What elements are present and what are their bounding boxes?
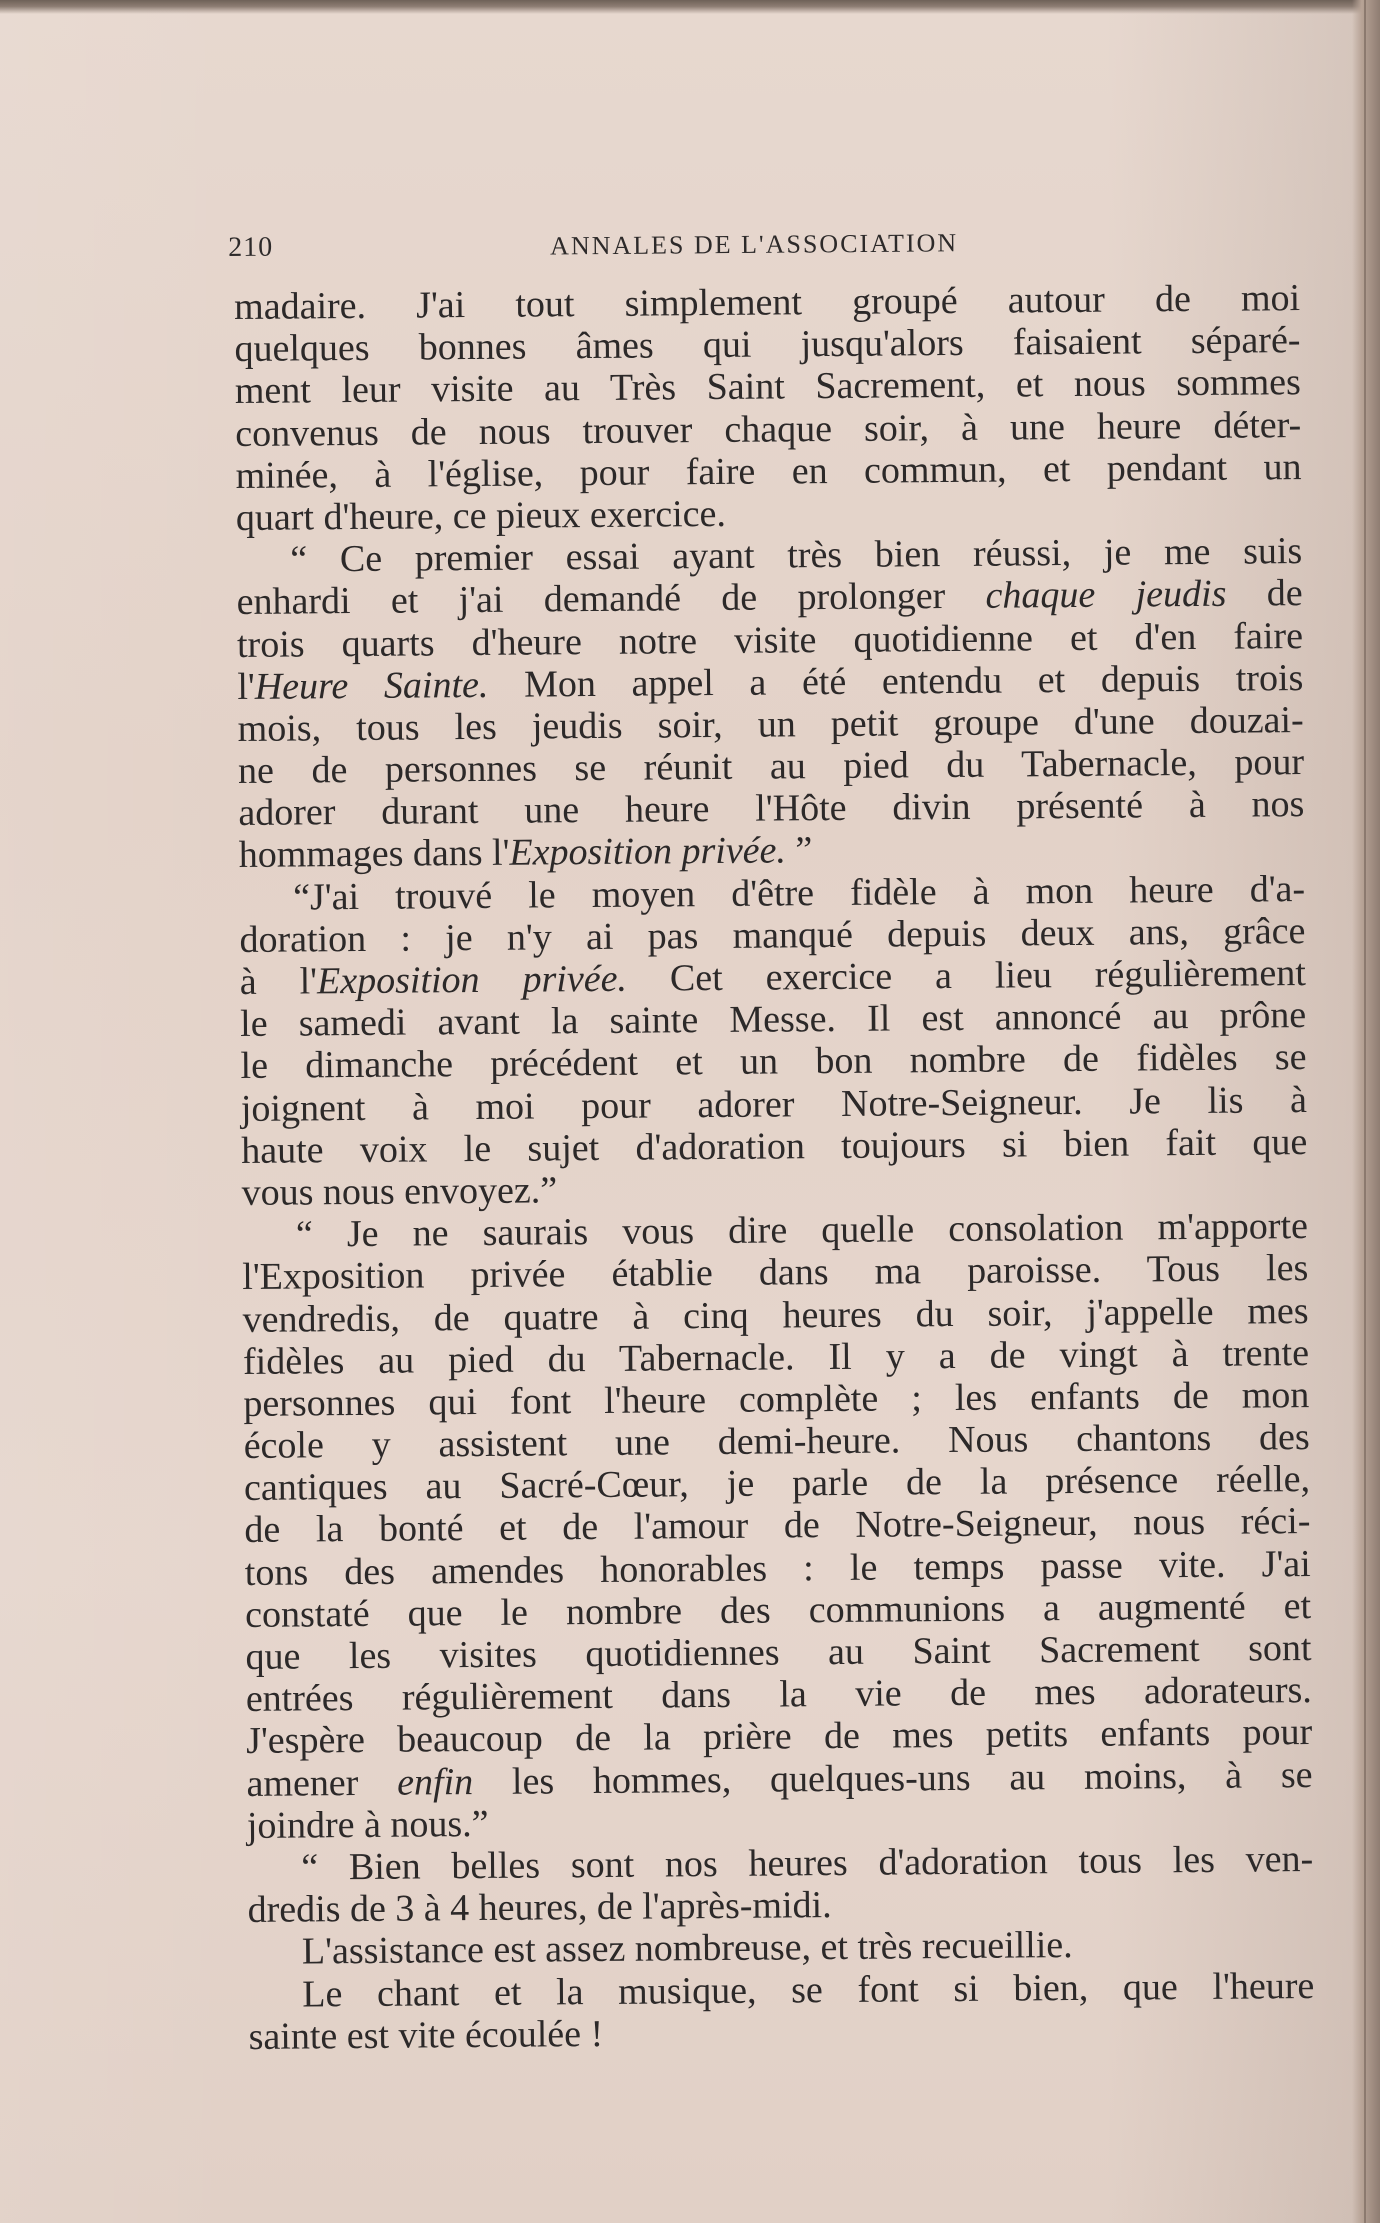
text-line: “ Je ne saurais vous dire quelle consolation m'apporte bbox=[295, 1205, 1309, 1256]
text-line: “J'ai trouvé le moyen d'être fidèle à mon heure d'a- bbox=[292, 867, 1306, 919]
text-line: école y assistent une demi-heure. Nous chantons des bbox=[243, 1416, 1310, 1468]
text-line: à l'Exposition privée. Cet exercice a lieu régulièrement bbox=[239, 952, 1306, 1003]
text-line: vendredis, de quatre à cinq heures du soir, j'appelle mes bbox=[242, 1289, 1309, 1341]
text-line: ne de personnes se réunit au pied du Tabernacle, pour bbox=[237, 741, 1305, 793]
text-line: personnes qui font l'heure complète ; les enfants de mon bbox=[243, 1373, 1310, 1425]
body-text bbox=[234, 277, 1319, 2058]
text-line: mois, tous les jeudis soir, un petit groupe d'une douzai- bbox=[237, 698, 1304, 750]
page-number: 210 bbox=[228, 231, 274, 263]
page-header bbox=[228, 225, 1082, 272]
text-line: amener enfin les hommes, quelques-uns au moins, à se bbox=[246, 1753, 1313, 1805]
text-line: enhardi et j'ai demandé de prolonger chaque jeudis de bbox=[236, 572, 1303, 624]
text-line: J'espère beaucoup de la prière de mes petits enfants pour bbox=[246, 1711, 1313, 1763]
text-line: que les visites quotidiennes au Saint Sacrement sont bbox=[245, 1627, 1312, 1678]
text-line: tons des amendes honorables : le temps passe vite. J'ai bbox=[244, 1542, 1311, 1594]
text-line: quelques bonnes âmes qui jusqu'alors faisaient séparé- bbox=[234, 319, 1301, 371]
text-line: L'assistance est assez nombreuse, et très recueillie. bbox=[301, 1924, 1073, 1973]
page-right-edge bbox=[1352, 0, 1380, 2223]
text-line: “ Ce premier essai ayant très bien réussi, je me suis bbox=[290, 530, 1303, 581]
text-line: fidèles au pied du Tabernacle. Il y a de vingt à trente bbox=[242, 1331, 1310, 1383]
text-line: vous nous envoyez.” bbox=[241, 1169, 558, 1214]
text-line: sainte est vite écoulée ! bbox=[248, 2012, 604, 2058]
page-right-edge-line bbox=[1364, 0, 1366, 2223]
text-line: cantiques au Sacré-Cœur, je parle de la présence réelle, bbox=[243, 1458, 1311, 1510]
text-line: madaire. J'ai tout simplement groupé autour de moi bbox=[234, 277, 1301, 328]
text-line: “ Bien belles sont nos heures d'adoration tous les ven- bbox=[301, 1837, 1314, 1889]
text-line: hommages dans l'Exposition privée. ” bbox=[238, 829, 813, 877]
text-line: Le chant et la musique, se font si bien, que l'heure bbox=[302, 1964, 1315, 2015]
text-line: adorer durant une heure l'Hôte divin présenté à nos bbox=[238, 783, 1305, 835]
text-line: entrées régulièrement dans la vie de mes adorateurs. bbox=[245, 1669, 1312, 1721]
text-line: joignent à moi pour adorer Notre-Seigneur. Je lis à bbox=[240, 1078, 1308, 1130]
running-head: ANNALES DE L'ASSOCIATION bbox=[550, 228, 959, 261]
text-line: l'Exposition privée établie dans ma paroisse. Tous les bbox=[242, 1247, 1309, 1299]
text-line: le dimanche précédent et un bon nombre de fidèles se bbox=[240, 1036, 1307, 1088]
text-line: ment leur visite au Très Saint Sacrement, et nous sommes bbox=[234, 361, 1302, 413]
text-line: quart d'heure, ce pieux exercice. bbox=[235, 492, 727, 539]
text-line: le samedi avant la sainte Messe. Il est annoncé au prône bbox=[240, 994, 1307, 1046]
page-top-edge bbox=[0, 0, 1380, 14]
text-line: joindre à nous.” bbox=[246, 1802, 489, 1847]
text-line: haute voix le sujet d'adoration toujours si bien fait que bbox=[241, 1120, 1308, 1172]
text-line: dredis de 3 à 4 heures, de l'après-midi. bbox=[247, 1884, 832, 1932]
text-line: constaté que le nombre des communions a augmenté et bbox=[244, 1584, 1312, 1636]
text-line: doration : je n'y ai pas manqué depuis deux ans, grâce bbox=[239, 909, 1306, 961]
text-line: l'Heure Sainte. Mon appel a été entendu et depuis trois bbox=[237, 656, 1304, 708]
text-line: trois quarts d'heure notre visite quotidienne et d'en faire bbox=[236, 614, 1304, 666]
text-line: minée, à l'église, pour faire en commun, et pendant un bbox=[235, 445, 1302, 497]
text-line: convenus de nous trouver chaque soir, à une heure déter- bbox=[235, 403, 1302, 455]
text-line: de la bonté et de l'amour de Notre-Seigneur, nous réci- bbox=[244, 1500, 1311, 1552]
